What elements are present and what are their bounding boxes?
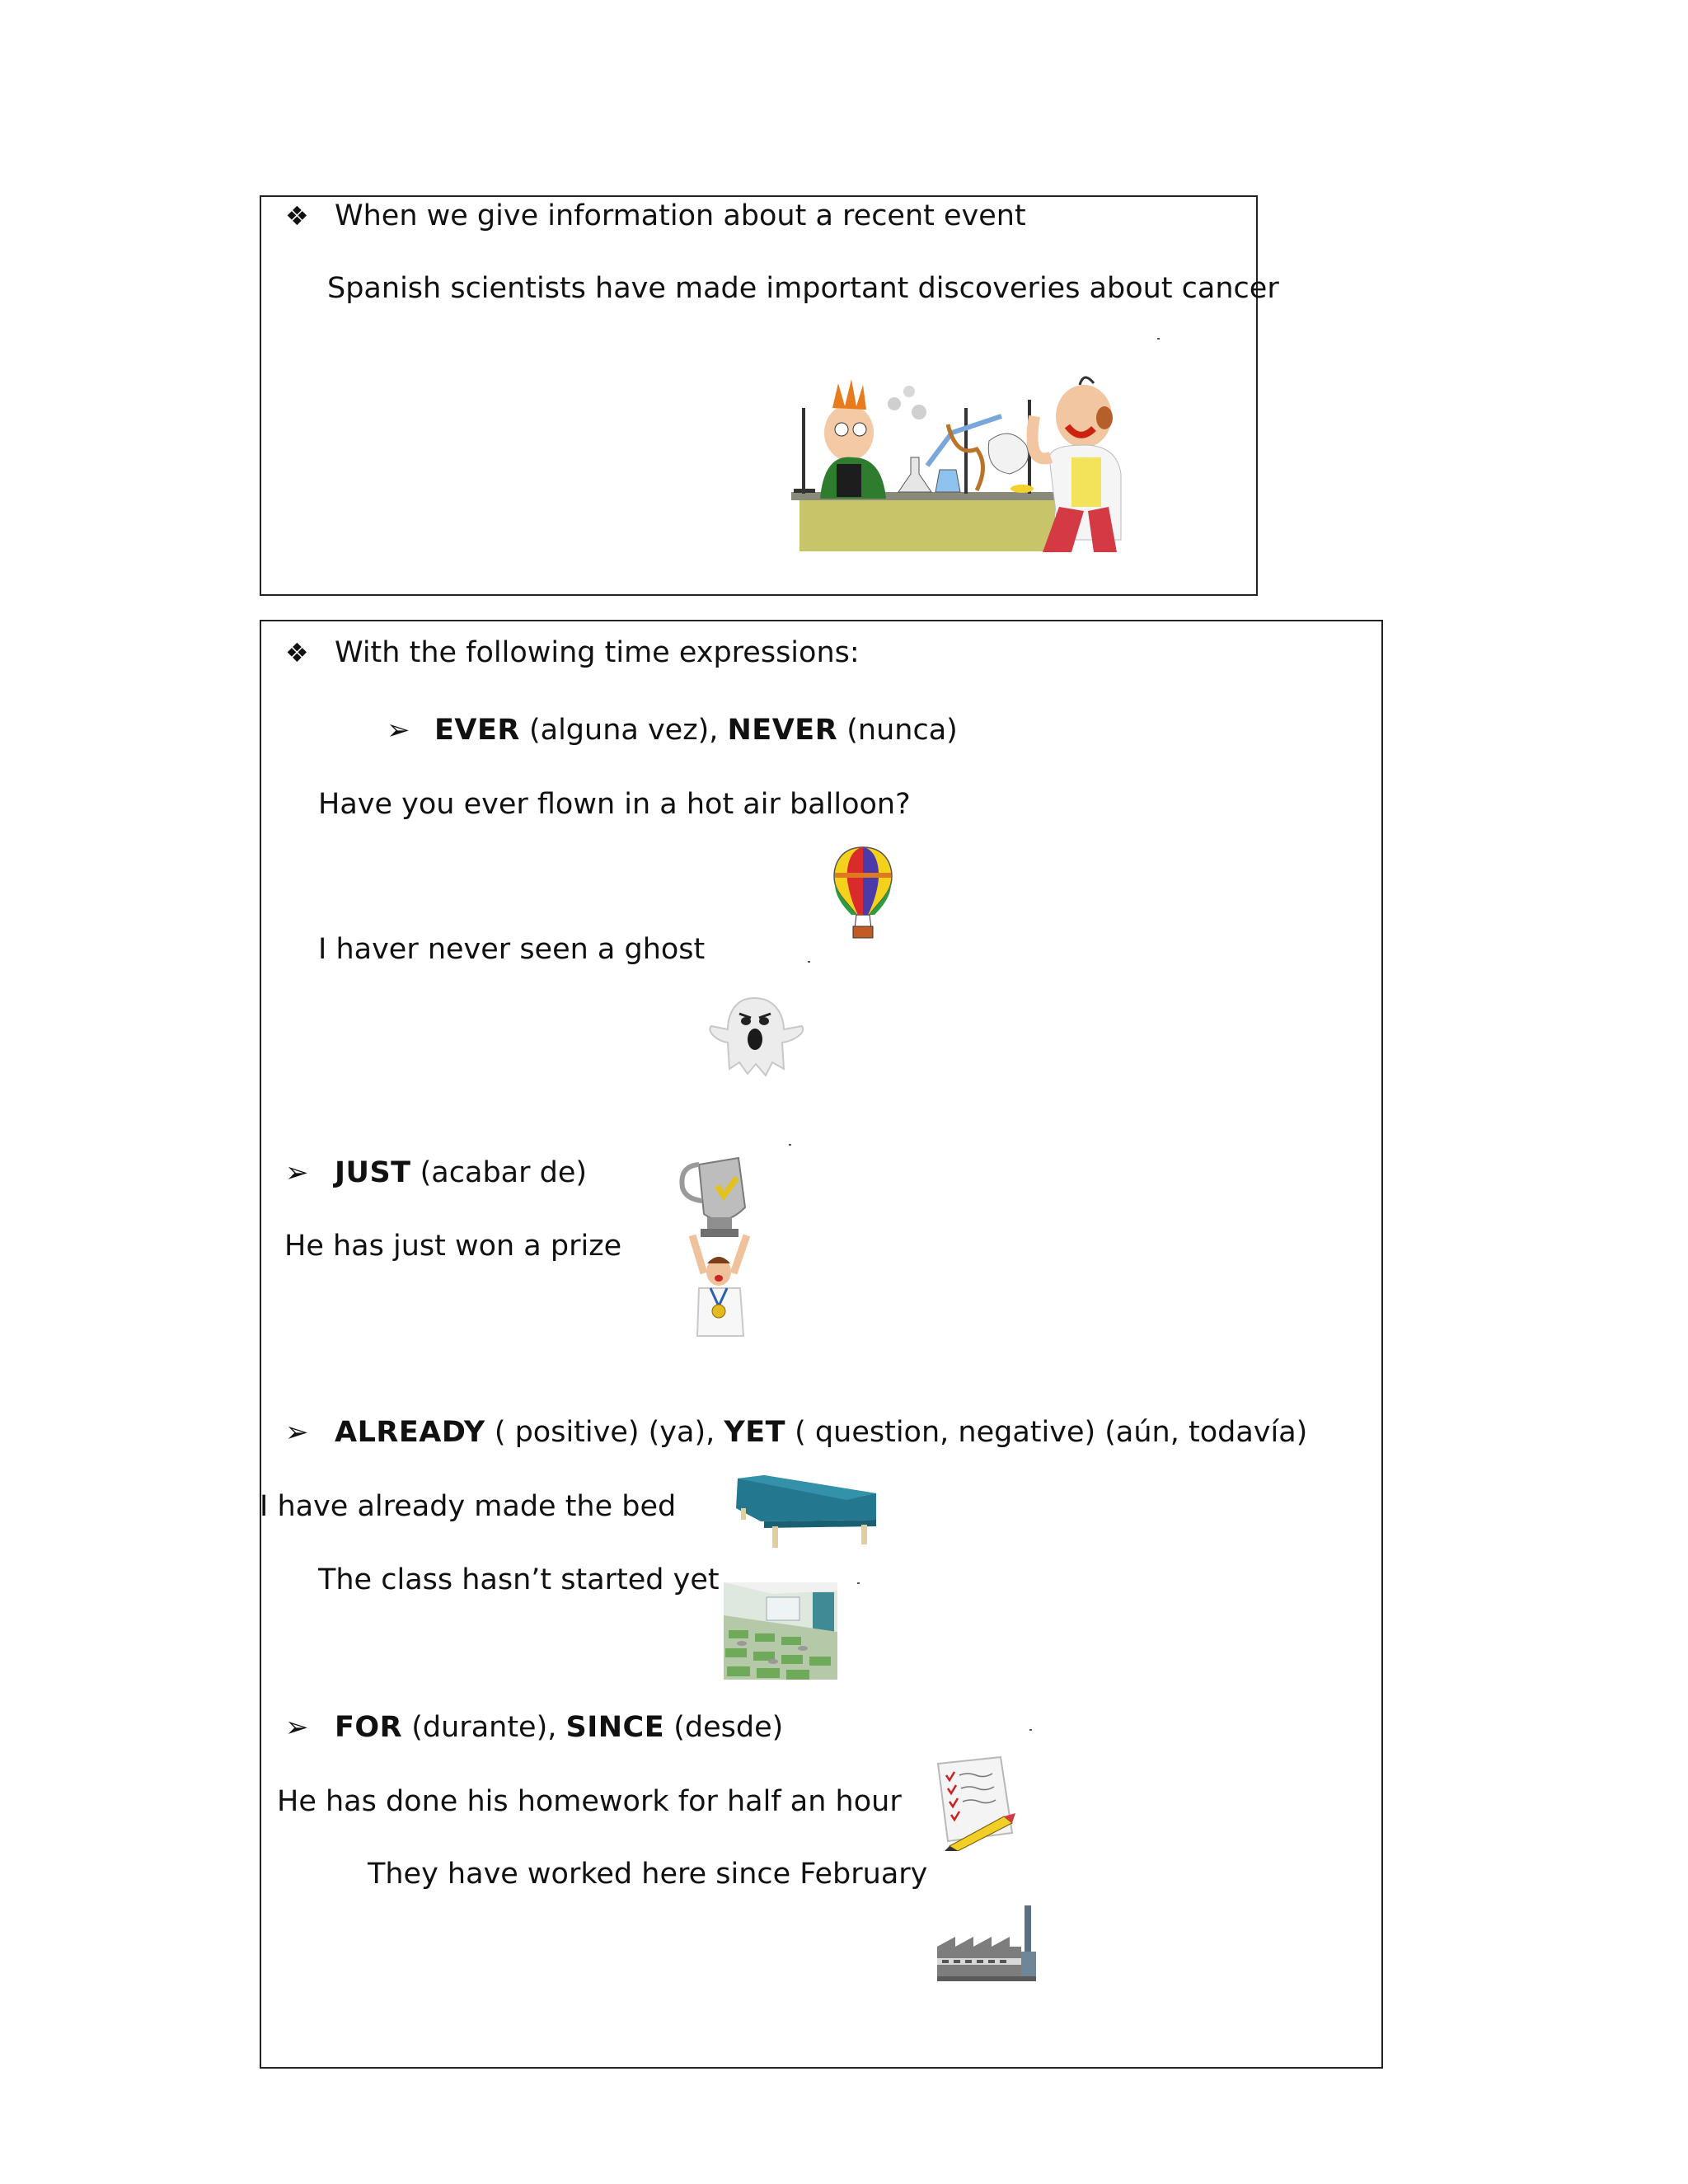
arrow-bullet-icon: ➢ [285,1416,309,1449]
homework-image [933,1755,1030,1851]
keyword-never: NEVER [727,714,838,747]
factory-image [935,1900,1051,1983]
keyword-just: JUST [335,1156,411,1189]
arrow-bullet-icon: ➢ [387,714,410,747]
section1-heading: When we give information about a recent event [335,199,1026,232]
gloss-already: ( positive) (ya), [485,1416,724,1449]
just-example: He has just won a prize [284,1230,622,1263]
gloss-yet: ( question, negative) (aún, todavía) [785,1416,1308,1449]
just-heading [335,1155,587,1191]
already-example: I have already made the bed [260,1490,677,1523]
since-example: They have worked here since February [368,1858,928,1891]
gloss-just: (acabar de) [410,1156,588,1189]
gloss-for: (durante), [402,1711,566,1744]
section1-example: Spanish scientists have made important discoveries about cancer [327,272,1279,305]
for-since-heading [335,1709,783,1746]
scientists-lab-image [787,367,1150,556]
diamond-bullet-icon: ❖ [285,637,309,668]
keyword-since: SINCE [565,1711,665,1744]
already-yet-heading [335,1414,1307,1451]
ever-never-heading [434,712,958,748]
keyword-already: ALREADY [335,1416,485,1449]
gloss-since: (desde) [664,1711,784,1744]
hot-air-balloon-image [830,844,896,941]
never-example: I haver never seen a ghost [318,933,706,966]
keyword-ever: EVER [434,714,520,747]
trophy-winner-image [674,1150,767,1341]
for-example: He has done his homework for half an hour [277,1785,902,1818]
yet-example: The class hasn’t started yet [318,1563,720,1596]
classroom-image [724,1582,837,1680]
gloss-ever: (alguna vez), [519,714,728,747]
keyword-for: FOR [335,1711,403,1744]
arrow-bullet-icon: ➢ [285,1156,309,1189]
time-expressions-box [260,620,1383,2069]
ghost-image [705,993,810,1080]
gloss-never: (nunca) [837,714,958,747]
keyword-yet: YET [724,1416,786,1449]
bed-image [731,1472,881,1551]
section2-heading: With the following time expressions: [335,636,860,669]
ever-example: Have you ever flown in a hot air balloon? [318,788,911,821]
diamond-bullet-icon: ❖ [285,200,309,232]
arrow-bullet-icon: ➢ [285,1711,309,1744]
